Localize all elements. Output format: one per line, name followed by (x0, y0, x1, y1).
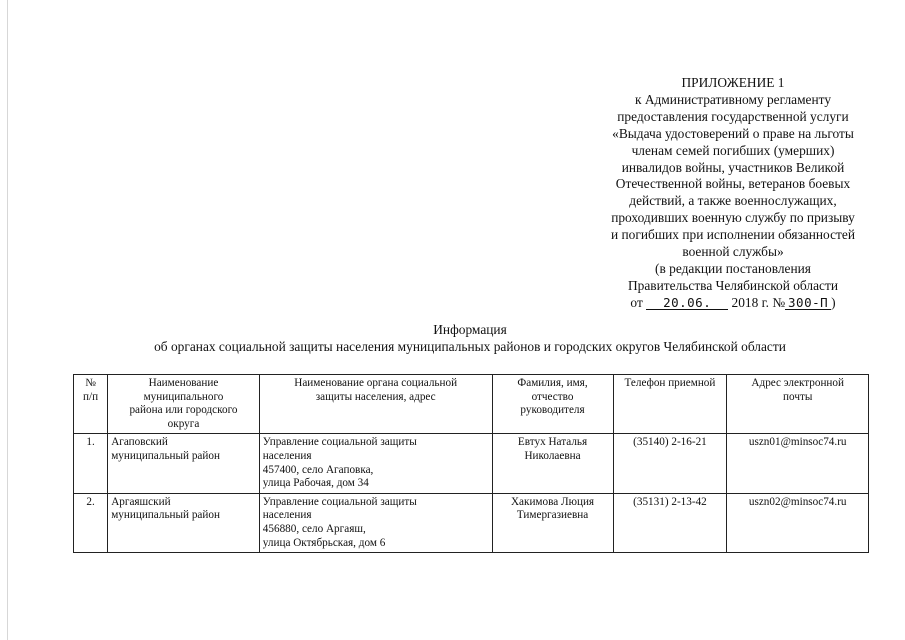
cell-text: Управление социальной защиты (262, 495, 417, 508)
cell-phone: (35140) 2-16-21 (613, 434, 727, 493)
appendix-line: предоставления государственной услуги (617, 108, 849, 124)
header-text: Фамилия, имя, (517, 377, 588, 389)
header-text: муниципального (143, 390, 224, 403)
appendix-line: военной службы» (682, 244, 784, 260)
document-subtitle: об органах социальной защиты населения муниципальных районов и городских округов Челябинской области (154, 339, 786, 354)
cell-text: населения (262, 449, 312, 462)
appendix-line: инвалидов войны, участников Великой (621, 159, 845, 175)
header-organ (259, 375, 492, 434)
cell-text: Аргаяшский (111, 495, 171, 508)
cell-text: населения (262, 509, 312, 522)
cell-text: улица Октябрьская, дом 6 (262, 536, 386, 549)
page-edge-line (7, 0, 8, 640)
header-email (727, 375, 869, 434)
date-suffix: ) (831, 294, 836, 310)
cell-text: Агаповский (111, 436, 168, 449)
cell-email: uszn02@minsoc74.ru (727, 493, 869, 552)
cell-phone: (35131) 2-13-42 (613, 493, 727, 552)
header-text: № (85, 377, 96, 389)
appendix-line: проходивших военную службу по призыву (611, 210, 855, 226)
header-text: почты (783, 390, 813, 403)
appendix-line: Правительства Челябинской области (628, 277, 838, 293)
appendix-line: ПРИЛОЖЕНИЕ 1 (681, 75, 785, 90)
table-header-row (74, 375, 869, 434)
appendix-line: (в редакции постановления (655, 260, 811, 276)
appendix-line: действий, а также военнослужащих, (629, 193, 837, 209)
header-text: Наименование органа социальной (294, 377, 458, 389)
cell-text: 457400, село Агаповка, (262, 463, 374, 476)
document-title: Информация (433, 322, 507, 337)
cell-head (492, 434, 613, 493)
cell-text: Тимергазиевна (516, 509, 589, 522)
header-text: Адрес электронной (751, 377, 844, 389)
header-head (492, 375, 613, 434)
cell-text: 456880, село Аргаяш, (262, 522, 366, 535)
cell-text: Хакимова Люция (510, 495, 595, 508)
cell-text: Николаевна (524, 449, 581, 462)
cell-municipality (108, 493, 260, 552)
header-text: отчество (531, 390, 574, 403)
cell-municipality (108, 434, 260, 493)
header-text: округа (167, 417, 200, 430)
cell-num: 1. (74, 434, 108, 493)
cell-text: Евтух Наталья (517, 436, 588, 449)
cell-text: Управление социальной защиты (262, 436, 417, 449)
cell-organ (259, 493, 492, 552)
cell-num: 2. (74, 493, 108, 552)
header-num (74, 375, 108, 434)
header-text: защиты населения, адрес (315, 390, 436, 403)
date-prefix: от (630, 294, 643, 310)
header-text: п/п (83, 390, 99, 403)
appendix-block (583, 75, 883, 312)
header-phone (613, 375, 727, 434)
organs-table (73, 374, 869, 553)
cell-text: муниципальный район (111, 509, 220, 522)
header-text: района или городского (129, 404, 238, 417)
cell-organ (259, 434, 492, 493)
appendix-line: к Административному регламенту (634, 91, 832, 107)
header-text: руководителя (520, 404, 585, 417)
appendix-line: и погибших при исполнении обязанностей (610, 227, 855, 243)
cell-head (492, 493, 613, 552)
appendix-line: «Выдача удостоверений о праве на льготы (612, 125, 854, 141)
cell-email: uszn01@minsoc74.ru (727, 434, 869, 493)
table-row (74, 434, 869, 493)
header-text: Телефон приемной (624, 377, 716, 389)
date-handwritten: 20.06. (646, 296, 728, 310)
appendix-line: членам семей погибших (умерших) (631, 142, 835, 158)
date-year: 2018 г. № (731, 294, 786, 310)
cell-text: муниципальный район (111, 449, 220, 462)
table-row (74, 493, 869, 552)
header-municipality (108, 375, 260, 434)
appendix-date-line (583, 295, 883, 312)
header-text: Наименование (148, 377, 219, 389)
cell-text: улица Рабочая, дом 34 (262, 477, 369, 490)
number-handwritten: 300-П (785, 296, 831, 310)
appendix-line: Отечественной войны, ветеранов боевых (615, 176, 851, 192)
